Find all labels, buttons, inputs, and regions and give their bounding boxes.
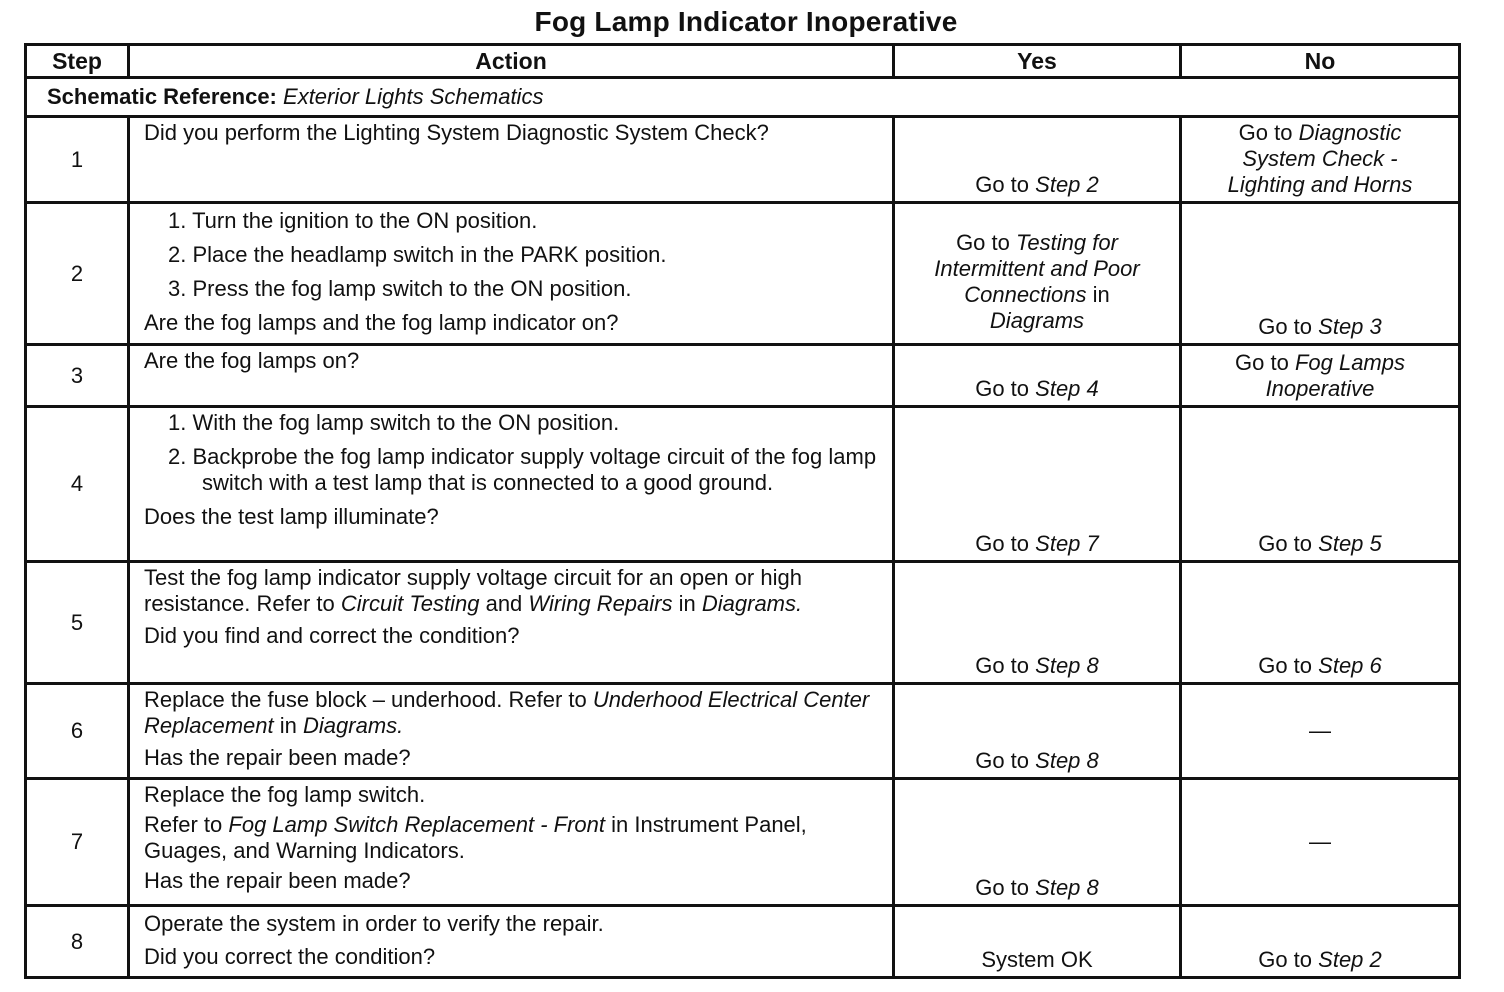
no-link[interactable]: Go to Fog Lamps Inoperative xyxy=(1235,350,1405,401)
action-item: 2. Place the headlamp switch in the PARK position. xyxy=(168,242,667,267)
step-number: 4 xyxy=(26,407,129,562)
yes-link[interactable]: Step 8 xyxy=(1035,653,1099,678)
reference-link[interactable]: Fog Lamp Switch Replacement - Front xyxy=(228,812,605,837)
yes-link[interactable]: Step 8 xyxy=(1035,748,1099,773)
not-applicable-dash: — xyxy=(1309,828,1331,854)
action-question: Are the fog lamps on? xyxy=(144,348,360,373)
yes-link[interactable]: Go to Testing for Intermittent and Poor Connections in Diagrams xyxy=(934,230,1140,333)
header-row xyxy=(26,45,1460,78)
action-text: Replace the fuse block – underhood. Refer to Underhood Electrical Center Replacement in Diagrams. xyxy=(144,687,870,738)
step-number: 8 xyxy=(26,906,129,978)
reference-link[interactable]: Circuit Testing xyxy=(340,591,480,616)
action-text: Test the fog lamp indicator supply voltage circuit for an open or high resistance. Refer to Circuit Testing and Wiring Repairs in Diagrams. xyxy=(144,565,803,616)
table-row xyxy=(26,779,1460,906)
action-text: Refer to Fog Lamp Switch Replacement - Front in Instrument Panel, Guages, and Warning Indicators. xyxy=(144,812,807,863)
no-cell: Go to Step 2 xyxy=(1181,906,1460,978)
step-number: 3 xyxy=(26,345,129,407)
action-cell xyxy=(129,407,894,562)
no-cell: Go to Step 6 xyxy=(1181,562,1460,684)
yes-cell: Go to Step 4 xyxy=(894,345,1181,407)
action-question: Has the repair been made? xyxy=(144,868,411,893)
no-cell xyxy=(1181,345,1460,407)
action-question: Did you correct the condition? xyxy=(144,944,436,969)
table-row xyxy=(26,684,1460,779)
action-text: Replace the fog lamp switch. xyxy=(144,782,426,807)
no-link[interactable]: Step 3 xyxy=(1318,314,1382,339)
no-link[interactable]: Step 6 xyxy=(1318,653,1382,678)
no-cell xyxy=(1181,684,1460,779)
action-cell xyxy=(129,203,894,345)
action-item: 1. With the fog lamp switch to the ON position. xyxy=(168,410,620,435)
schematic-reference xyxy=(26,78,1460,117)
table-row xyxy=(26,345,1460,407)
yes-link[interactable]: Step 8 xyxy=(1035,875,1099,900)
no-cell xyxy=(1181,117,1460,203)
action-item: 2. Backprobe the fog lamp indicator supply voltage circuit of the fog lamp switch with a test lamp that is connected to a good ground. xyxy=(168,444,877,495)
action-item: 3. Press the fog lamp switch to the ON position. xyxy=(168,276,632,301)
yes-cell xyxy=(894,906,1181,978)
yes-cell xyxy=(894,203,1181,345)
action-header: Action xyxy=(129,45,894,78)
action-question: Did you find and correct the condition? xyxy=(144,623,520,648)
action-cell xyxy=(129,117,894,203)
action-cell xyxy=(129,345,894,407)
action-item: 1. Turn the ignition to the ON position. xyxy=(168,208,538,233)
step-header: Step xyxy=(26,45,129,78)
action-question: Are the fog lamps and the fog lamp indicator on? xyxy=(144,310,619,335)
no-link[interactable]: Step 5 xyxy=(1318,531,1382,556)
step-number: 2 xyxy=(26,203,129,345)
schematic-link[interactable]: Exterior Lights Schematics xyxy=(283,84,544,109)
action-question: Does the test lamp illuminate? xyxy=(144,504,439,529)
no-link[interactable]: Step 2 xyxy=(1318,947,1382,972)
yes-result: System OK xyxy=(981,947,1093,972)
table-row xyxy=(26,117,1460,203)
yes-link[interactable]: Step 4 xyxy=(1035,376,1099,401)
action-cell xyxy=(129,779,894,906)
no-cell xyxy=(1181,779,1460,906)
page-title: Fog Lamp Indicator Inoperative xyxy=(534,6,958,37)
action-cell xyxy=(129,684,894,779)
no-link[interactable]: Go to Diagnostic System Check - Lighting and Horns xyxy=(1227,120,1413,197)
yes-cell: Go to Step 2 xyxy=(894,117,1181,203)
yes-cell: Go to Step 7 xyxy=(894,407,1181,562)
reference-link[interactable]: Underhood Electrical Center Replacement xyxy=(144,687,870,738)
yes-cell: Go to Step 8 xyxy=(894,562,1181,684)
yes-cell: Go to Step 8 xyxy=(894,779,1181,906)
yes-link[interactable]: Step 2 xyxy=(1035,172,1099,197)
no-cell: Go to Step 3 xyxy=(1181,203,1460,345)
action-cell xyxy=(129,562,894,684)
table-row xyxy=(26,203,1460,345)
table-row xyxy=(26,906,1460,978)
step-number: 1 xyxy=(26,117,129,203)
yes-link[interactable]: Step 7 xyxy=(1035,531,1099,556)
table-row xyxy=(26,562,1460,684)
action-question: Has the repair been made? xyxy=(144,745,411,770)
no-header: No xyxy=(1181,45,1460,78)
step-number: 5 xyxy=(26,562,129,684)
schematic-label: Schematic Reference: xyxy=(47,84,277,109)
action-cell xyxy=(129,906,894,978)
table-row xyxy=(26,407,1460,562)
step-number: 6 xyxy=(26,684,129,779)
no-cell: Go to Step 5 xyxy=(1181,407,1460,562)
yes-header: Yes xyxy=(894,45,1181,78)
step-number: 7 xyxy=(26,779,129,906)
schematic-row xyxy=(26,78,1460,117)
reference-link[interactable]: Wiring Repairs xyxy=(528,591,673,616)
action-question: Did you perform the Lighting System Diagnostic System Check? xyxy=(144,120,769,145)
not-applicable-dash: — xyxy=(1309,717,1331,743)
yes-cell: Go to Step 8 xyxy=(894,684,1181,779)
action-text: Operate the system in order to verify the repair. xyxy=(144,911,604,936)
diagnostic-table xyxy=(24,43,1461,979)
